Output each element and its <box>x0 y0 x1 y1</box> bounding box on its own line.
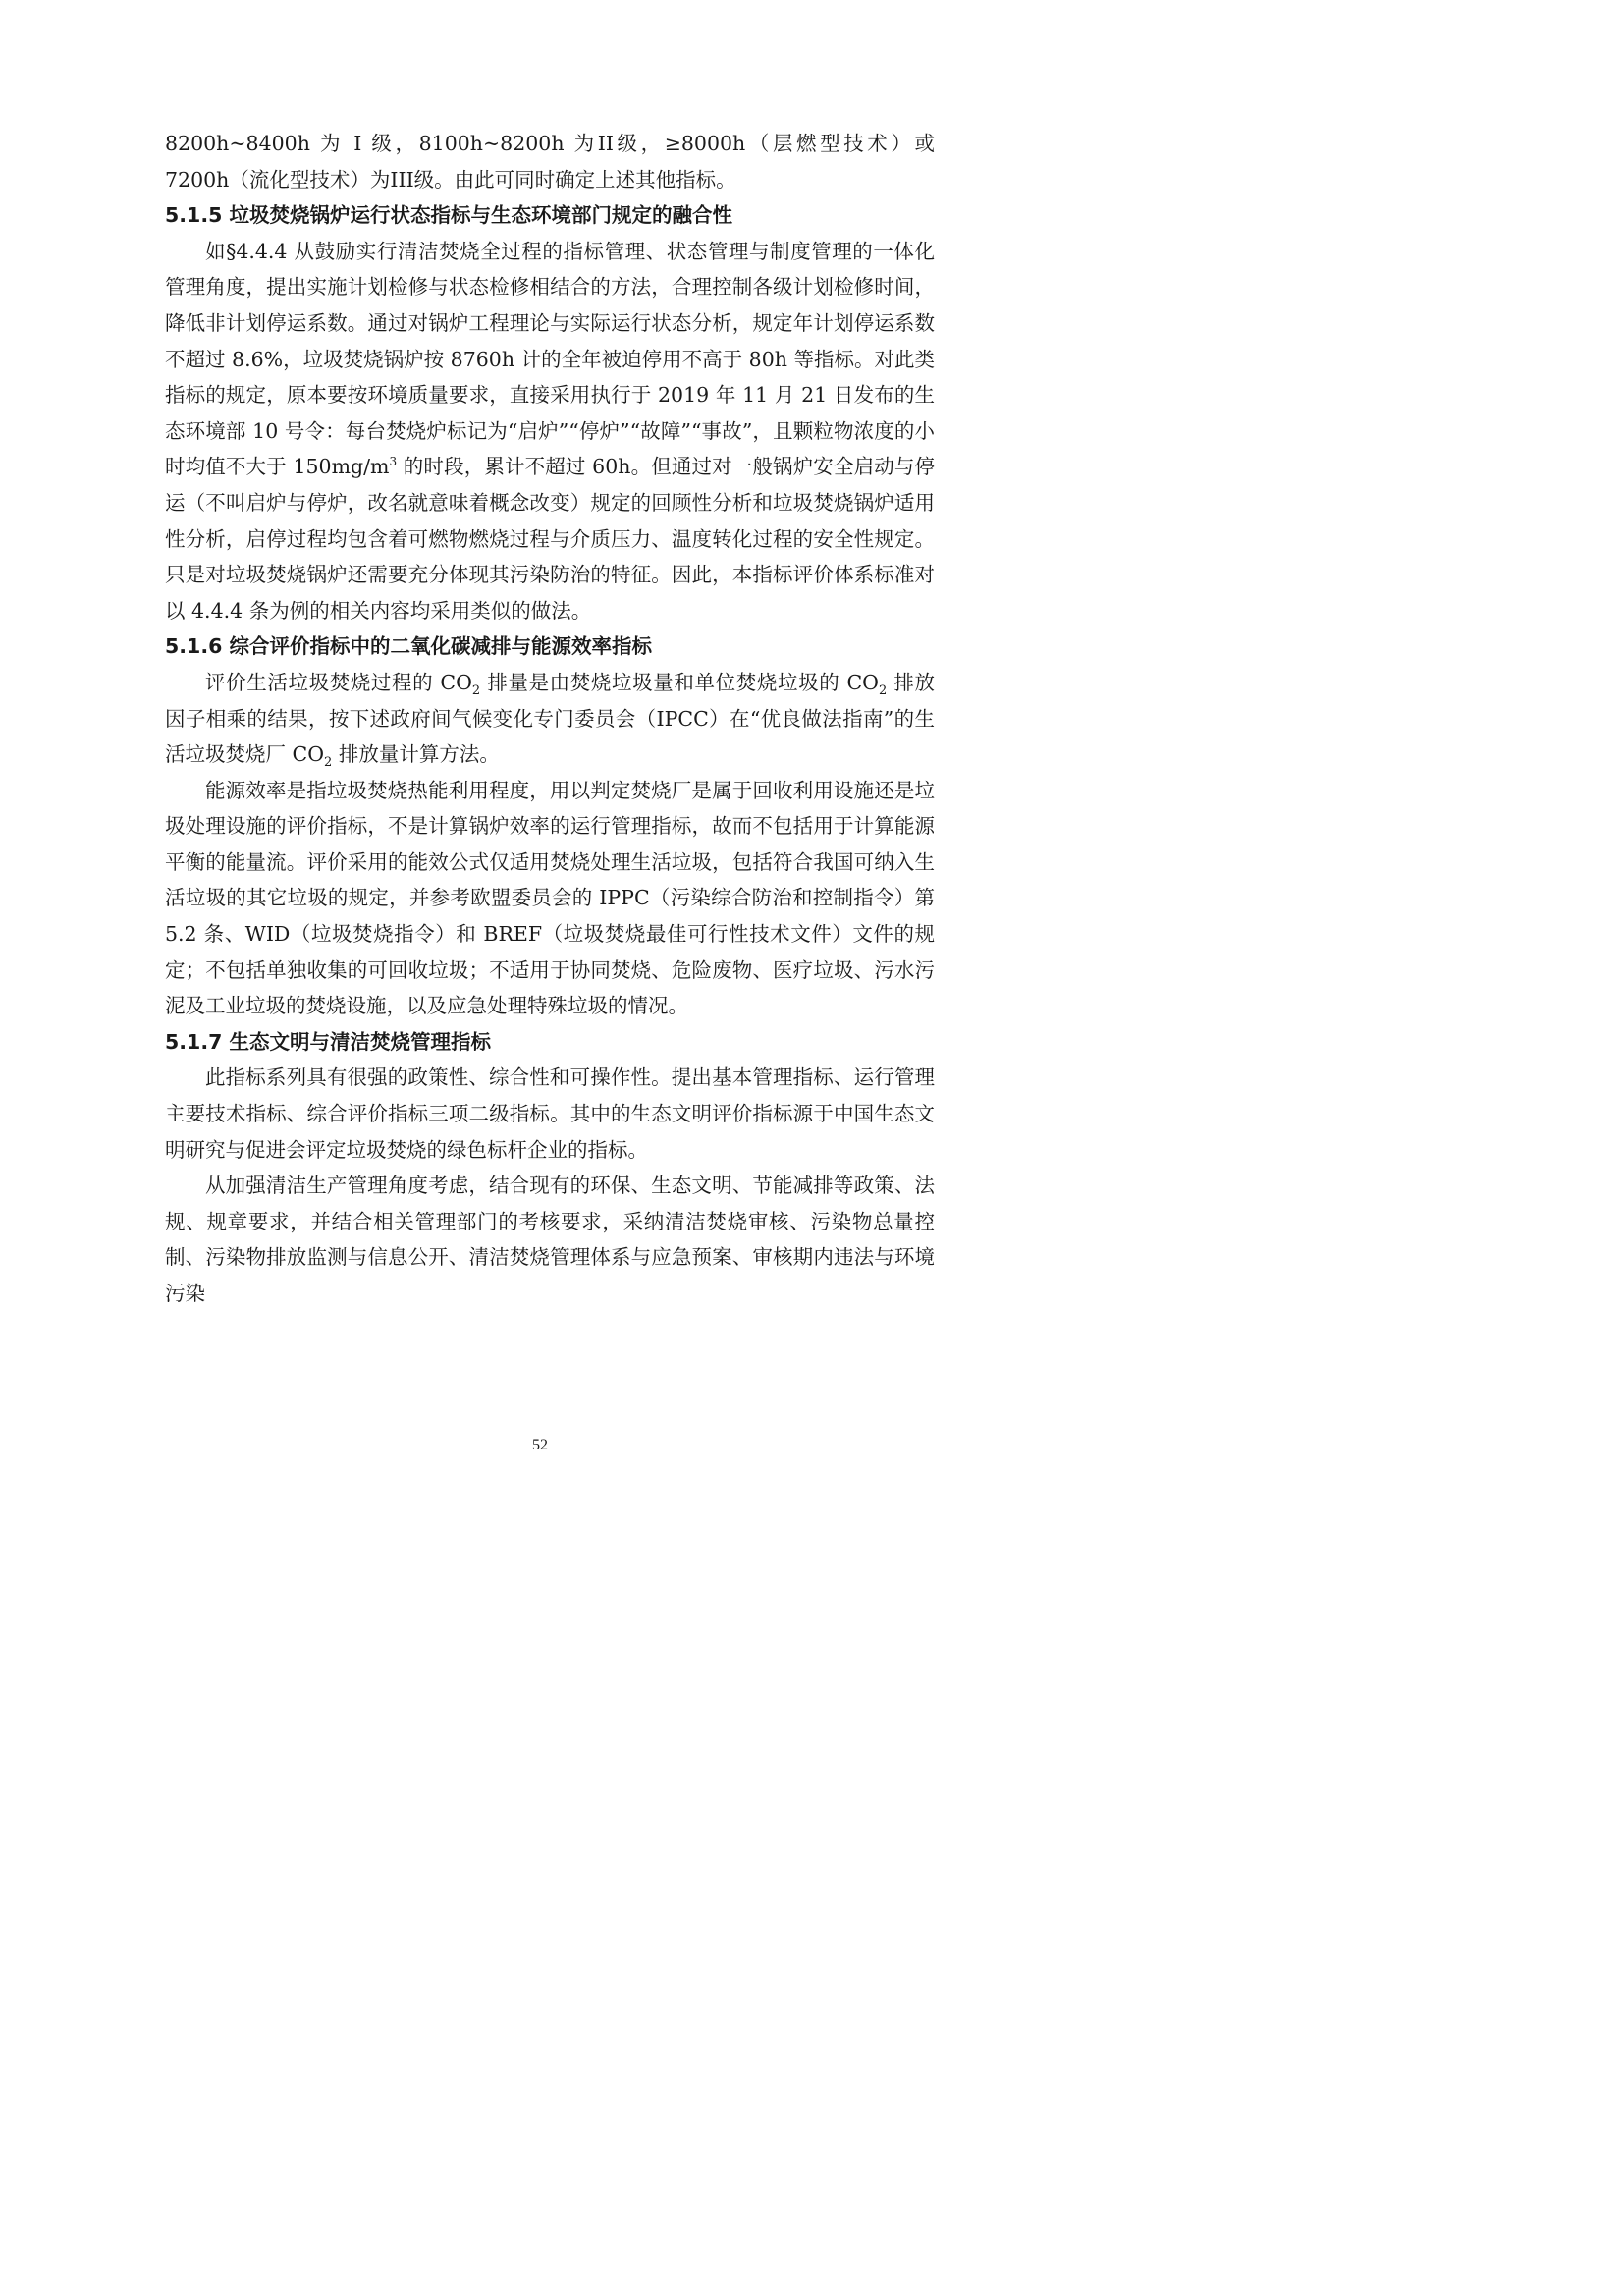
paragraph-5-1-6-co2 <box>165 665 935 773</box>
subscript: 2 <box>878 683 888 698</box>
superscript: 3 <box>389 455 398 469</box>
section-heading-5-1-5: 5.1.5 垃圾焚烧锅炉运行状态指标与生态环境部门规定的融合性 <box>165 203 733 228</box>
paragraph-intro: 8200h~8400h 为 I 级，8100h~8200h 为II级，≥8000h（层燃型技术）或 7200h（流化型技术）为III级。由此可同时确定上述其他指标。 <box>165 132 935 191</box>
section-heading-5-1-7: 5.1.7 生态文明与清洁焚烧管理指标 <box>165 1029 492 1054</box>
text-run: 如§4.4.4 从鼓励实行清洁焚烧全过程的指标管理、状态管理与制度管理的一体化管理角度，提出实施计划检修与状态检修相结合的方法，合理控制各级计划检修时间，降低非计划停运系数。通过对锅炉工程理论与实际运行状态分析，规定年计划停运系数不超过 8.6%，垃圾焚烧锅炉按 8760h 计的全年被迫停用不高于 80h 等指标。对此类指标的规定，原本要按环境质量要求，直接采用执行于 2019 年 11 月 21 日发布的生态环境部 10 号令：每台焚烧炉标记为“启炉”“停炉”“故障”“事故”，且颗粒物浓度的小时均值不大于 150mg/m <box>165 239 935 479</box>
page-number: 52 <box>532 1437 548 1453</box>
subscript: 2 <box>471 683 481 698</box>
text-run: 排放量计算方法。 <box>332 742 500 767</box>
text-run: 的时段，累计不超过 60h。但通过对一般锅炉安全启动与停运（不叫启炉与停炉，改名就意味着概念改变）规定的回顾性分析和垃圾焚烧锅炉适用性分析，启停过程均包含着可燃物燃烧过程与介质压力、温度转化过程的安全性规定。只是对垃圾焚烧锅炉还需要充分体现其污染防治的特征。因此，本指标评价体系标准对以 4.4.4 条为例的相关内容均采用类似的做法。 <box>165 455 935 623</box>
document-page <box>0 0 1080 1527</box>
paragraph-5-1-7-a: 此指标系列具有很强的政策性、综合性和可操作性。提出基本管理指标、运行管理主要技术指标、综合评价指标三项二级指标。其中的生态文明评价指标源于中国生态文明研究与促进会评定垃圾焚烧的绿色标杆企业的指标。 <box>165 1066 935 1162</box>
paragraph-5-1-7-b: 从加强清洁生产管理角度考虑，结合现有的环保、生态文明、节能减排等政策、法规、规章要求，并结合相关管理部门的考核要求，采纳清洁焚烧审核、污染物总量控制、污染物排放监测与信息公开、清洁焚烧管理体系与应急预案、审核期内违法与环境污染 <box>165 1174 935 1305</box>
paragraph-5-1-6-energy: 能源效率是指垃圾焚烧热能利用程度，用以判定焚烧厂是属于回收利用设施还是垃圾处理设施的评价指标，不是计算锅炉效率的运行管理指标，故而不包括用于计算能源平衡的能量流。评价采用的能效公式仅适用焚烧处理生活垃圾，包括符合我国可纳入生活垃圾的其它垃圾的规定，并参考欧盟委员会的 IPPC（污染综合防治和控制指令）第 5.2 条、WID（垃圾焚烧指令）和 BREF（垃圾焚烧最佳可行性技术文件）文件的规定；不包括单独收集的可回收垃圾；不适用于协同焚烧、危险废物、医疗垃圾、污水污泥及工业垃圾的焚烧设施，以及应急处理特殊垃圾的情况。 <box>165 778 935 1018</box>
subscript: 2 <box>324 755 333 771</box>
text-run: 排放因子相乘的结果，按下述政府间气候变化专门委员会（IPCC）在“优良做法指南”的生活垃圾焚烧厂 CO <box>165 670 935 767</box>
paragraph-5-1-5 <box>165 234 935 629</box>
text-run: 排量是由焚烧垃圾量和单位焚烧垃圾的 CO <box>480 670 879 694</box>
section-heading-5-1-6: 5.1.6 综合评价指标中的二氧化碳减排与能源效率指标 <box>165 634 653 659</box>
text-run: 评价生活垃圾焚烧过程的 CO <box>205 670 472 694</box>
page-body <box>165 126 935 1312</box>
